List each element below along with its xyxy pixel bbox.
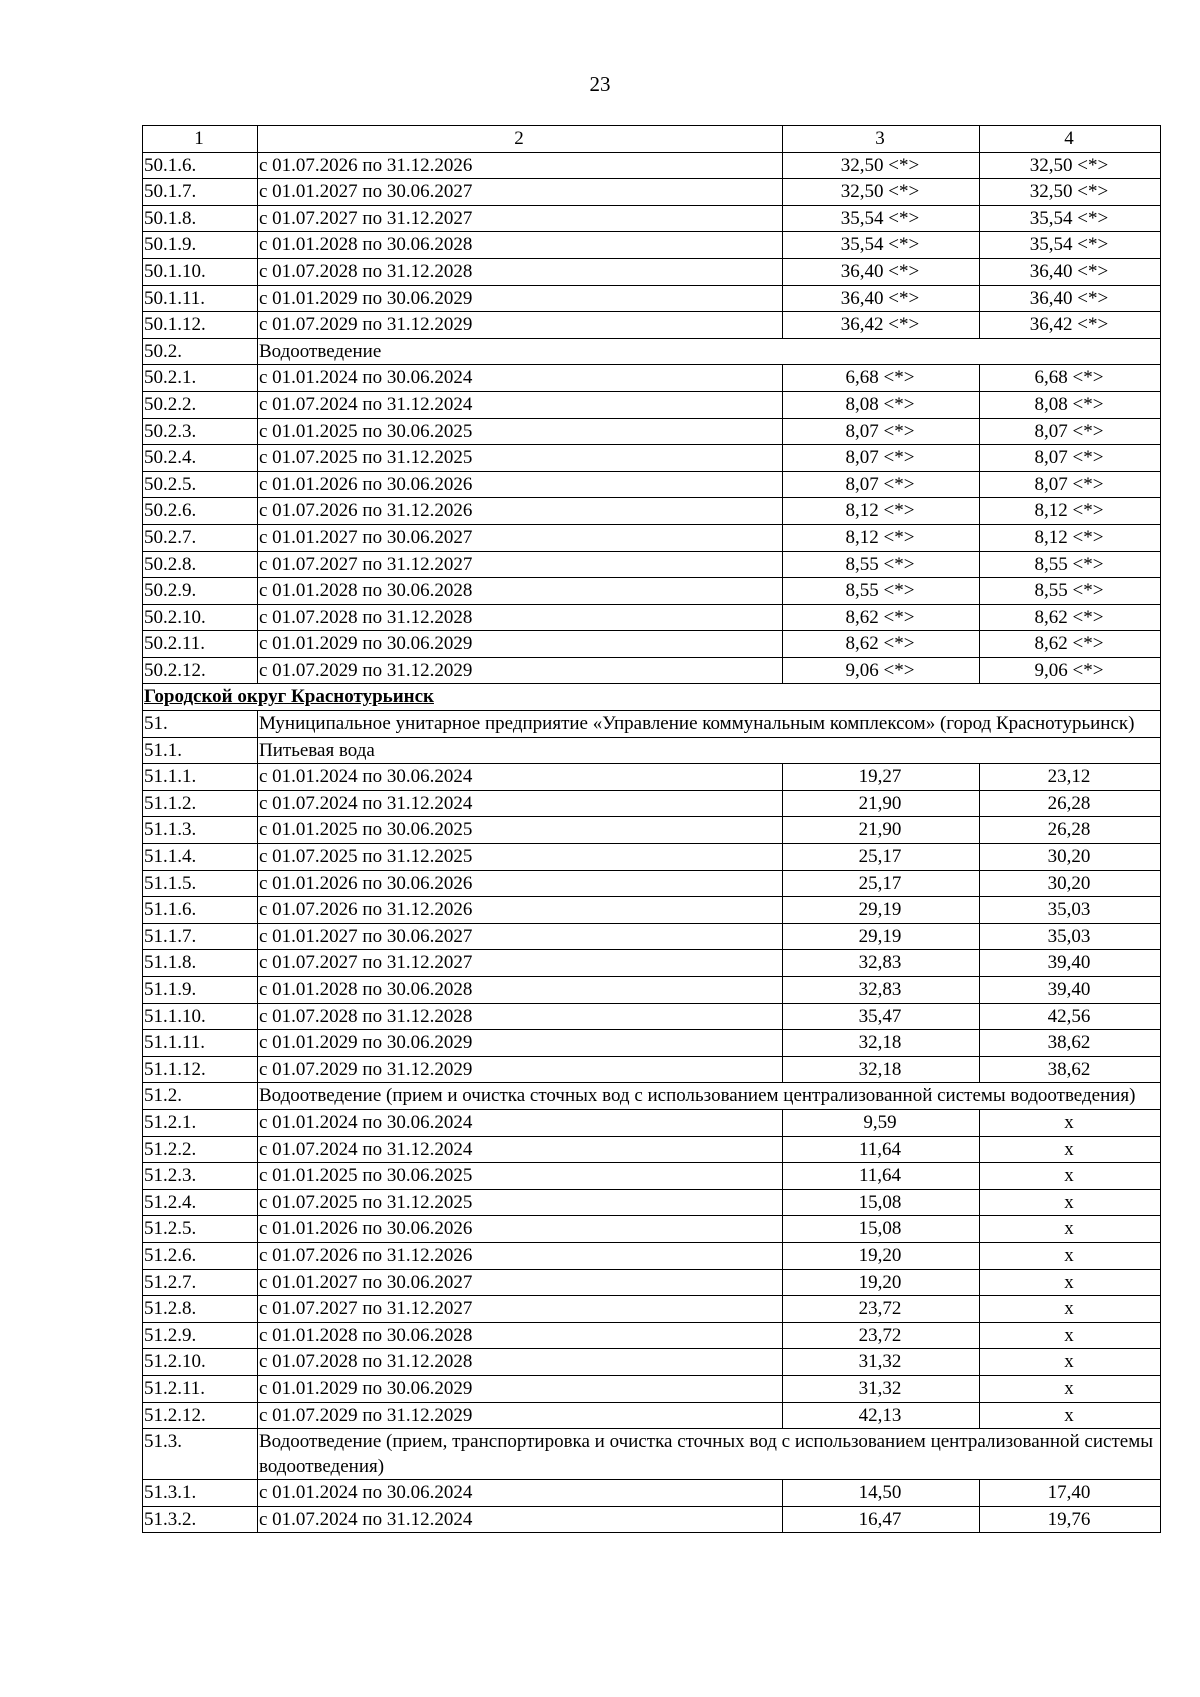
table-body (143, 152, 1161, 1533)
district-heading-row (143, 684, 1161, 711)
tariff-col3: 15,08 (783, 1216, 980, 1243)
tariff-col3: 8,08 <*> (783, 391, 980, 418)
tariff-col4: x (980, 1216, 1161, 1243)
row-number: 51.1.10. (143, 1003, 258, 1030)
tariff-col3: 19,20 (783, 1269, 980, 1296)
row-number: 50.2.12. (143, 657, 258, 684)
table-row (143, 1163, 1161, 1190)
tariff-col3: 23,72 (783, 1296, 980, 1323)
tariff-col3: 25,17 (783, 870, 980, 897)
period-cell: с 01.01.2027 по 30.06.2027 (258, 179, 783, 206)
tariff-col3: 32,83 (783, 950, 980, 977)
row-number: 51.1.2. (143, 790, 258, 817)
table-row (143, 578, 1161, 605)
period-cell: с 01.07.2028 по 31.12.2028 (258, 1349, 783, 1376)
tariff-col4: 35,54 <*> (980, 205, 1161, 232)
table-row (143, 205, 1161, 232)
row-number: 50.2.7. (143, 524, 258, 551)
period-cell: с 01.07.2027 по 31.12.2027 (258, 205, 783, 232)
table-row (143, 365, 1161, 392)
period-cell: с 01.01.2027 по 30.06.2027 (258, 923, 783, 950)
tariff-col4: 36,40 <*> (980, 285, 1161, 312)
row-number: 51.1.1. (143, 764, 258, 791)
period-cell: с 01.01.2027 по 30.06.2027 (258, 524, 783, 551)
table-row (143, 391, 1161, 418)
tariff-col3: 35,54 <*> (783, 232, 980, 259)
tariff-col4: x (980, 1296, 1161, 1323)
period-cell: с 01.01.2025 по 30.06.2025 (258, 418, 783, 445)
row-number: 50.2.4. (143, 445, 258, 472)
tariff-col4: x (980, 1269, 1161, 1296)
column-header-3: 3 (783, 126, 980, 153)
row-number: 51.1.3. (143, 817, 258, 844)
period-cell: с 01.07.2029 по 31.12.2029 (258, 312, 783, 339)
row-number: 51.2.6. (143, 1242, 258, 1269)
table-row (143, 657, 1161, 684)
tariff-col4: 8,07 <*> (980, 418, 1161, 445)
row-number: 50.1.9. (143, 232, 258, 259)
row-number: 51.1.4. (143, 844, 258, 871)
tariff-col4: 36,40 <*> (980, 258, 1161, 285)
tariff-col4: 26,28 (980, 790, 1161, 817)
row-number: 50.2.2. (143, 391, 258, 418)
period-cell: с 01.01.2025 по 30.06.2025 (258, 1163, 783, 1190)
table-row (143, 1189, 1161, 1216)
period-cell: с 01.01.2028 по 30.06.2028 (258, 578, 783, 605)
table-row (143, 179, 1161, 206)
tariff-col4: x (980, 1136, 1161, 1163)
row-number: 51.1.9. (143, 977, 258, 1004)
tariff-col4: 36,42 <*> (980, 312, 1161, 339)
period-cell: с 01.01.2024 по 30.06.2024 (258, 1480, 783, 1507)
period-cell: с 01.07.2028 по 31.12.2028 (258, 1003, 783, 1030)
section-title: Питьевая вода (258, 737, 1161, 764)
table-row (143, 1003, 1161, 1030)
table-row (143, 1136, 1161, 1163)
tariff-col4: 6,68 <*> (980, 365, 1161, 392)
period-cell: с 01.01.2025 по 30.06.2025 (258, 817, 783, 844)
period-cell: с 01.07.2026 по 31.12.2026 (258, 897, 783, 924)
tariff-col4: 8,55 <*> (980, 551, 1161, 578)
row-number: 51. (143, 711, 258, 738)
tariff-col3: 8,12 <*> (783, 498, 980, 525)
section-title: Муниципальное унитарное предприятие «Управление коммунальным комплексом» (город Краснотурьинск) (258, 711, 1161, 738)
section-title: Водоотведение (прием и очистка сточных вод с использованием централизованной системы водоотведения) (258, 1083, 1161, 1110)
table-row (143, 285, 1161, 312)
table-row (143, 1322, 1161, 1349)
row-number: 50.2.9. (143, 578, 258, 605)
tariff-col4: 8,62 <*> (980, 631, 1161, 658)
tariff-col4: 30,20 (980, 844, 1161, 871)
table-row (143, 524, 1161, 551)
table-row (143, 604, 1161, 631)
column-header-4: 4 (980, 126, 1161, 153)
table-row (143, 232, 1161, 259)
section-title: Водоотведение (258, 338, 1161, 365)
section-row (143, 711, 1161, 738)
table-row (143, 418, 1161, 445)
row-number: 51.2.8. (143, 1296, 258, 1323)
tariff-col3: 19,20 (783, 1242, 980, 1269)
row-number: 51.2.9. (143, 1322, 258, 1349)
period-cell: с 01.01.2028 по 30.06.2028 (258, 977, 783, 1004)
tariff-col3: 21,90 (783, 790, 980, 817)
row-number: 50.1.10. (143, 258, 258, 285)
table-row (143, 923, 1161, 950)
table-row (143, 1269, 1161, 1296)
period-cell: с 01.01.2029 по 30.06.2029 (258, 1375, 783, 1402)
tariff-col4: 9,06 <*> (980, 657, 1161, 684)
row-number: 50.1.12. (143, 312, 258, 339)
tariff-col4: 8,07 <*> (980, 471, 1161, 498)
tariff-col3: 29,19 (783, 923, 980, 950)
tariff-col4: x (980, 1109, 1161, 1136)
tariff-col4: 42,56 (980, 1003, 1161, 1030)
tariff-col3: 9,06 <*> (783, 657, 980, 684)
tariff-col3: 32,18 (783, 1056, 980, 1083)
tariff-col4: 38,62 (980, 1030, 1161, 1057)
table-row (143, 1056, 1161, 1083)
period-cell: с 01.01.2024 по 30.06.2024 (258, 1109, 783, 1136)
table-row (143, 1242, 1161, 1269)
section-row (143, 1083, 1161, 1110)
table-row (143, 1216, 1161, 1243)
tariff-col3: 32,50 <*> (783, 152, 980, 179)
period-cell: с 01.01.2026 по 30.06.2026 (258, 1216, 783, 1243)
period-cell: с 01.07.2024 по 31.12.2024 (258, 1136, 783, 1163)
period-cell: с 01.01.2029 по 30.06.2029 (258, 631, 783, 658)
row-number: 50.1.8. (143, 205, 258, 232)
tariff-col4: 8,12 <*> (980, 524, 1161, 551)
tariff-col3: 14,50 (783, 1480, 980, 1507)
tariff-col3: 35,54 <*> (783, 205, 980, 232)
row-number: 51.1.5. (143, 870, 258, 897)
row-number: 51.2.11. (143, 1375, 258, 1402)
tariff-col4: x (980, 1375, 1161, 1402)
tariff-col3: 15,08 (783, 1189, 980, 1216)
tariff-col4: x (980, 1242, 1161, 1269)
table-row (143, 844, 1161, 871)
row-number: 50.1.11. (143, 285, 258, 312)
section-row (143, 737, 1161, 764)
section-title: Водоотведение (прием, транспортировка и очистка сточных вод с использованием централизованной системы водоотведения) (258, 1429, 1161, 1480)
row-number: 51.3.1. (143, 1480, 258, 1507)
table-row (143, 551, 1161, 578)
table-row (143, 152, 1161, 179)
period-cell: с 01.07.2028 по 31.12.2028 (258, 604, 783, 631)
table-row (143, 764, 1161, 791)
period-cell: с 01.07.2025 по 31.12.2025 (258, 1189, 783, 1216)
period-cell: с 01.07.2024 по 31.12.2024 (258, 391, 783, 418)
period-cell: с 01.07.2027 по 31.12.2027 (258, 551, 783, 578)
row-number: 50.2.3. (143, 418, 258, 445)
period-cell: с 01.07.2029 по 31.12.2029 (258, 1056, 783, 1083)
tariff-col3: 31,32 (783, 1349, 980, 1376)
tariff-col3: 16,47 (783, 1506, 980, 1533)
tariff-col3: 8,07 <*> (783, 418, 980, 445)
row-number: 51.2.7. (143, 1269, 258, 1296)
tariff-col4: 8,12 <*> (980, 498, 1161, 525)
row-number: 51.2.2. (143, 1136, 258, 1163)
row-number: 51.1.12. (143, 1056, 258, 1083)
period-cell: с 01.01.2026 по 30.06.2026 (258, 471, 783, 498)
period-cell: с 01.07.2024 по 31.12.2024 (258, 790, 783, 817)
period-cell: с 01.07.2025 по 31.12.2025 (258, 844, 783, 871)
tariff-col3: 11,64 (783, 1136, 980, 1163)
table-row (143, 445, 1161, 472)
row-number: 50.1.7. (143, 179, 258, 206)
row-number: 51.1.6. (143, 897, 258, 924)
table-row (143, 1030, 1161, 1057)
table-header-row (143, 126, 1161, 153)
tariff-col3: 21,90 (783, 817, 980, 844)
tariff-col4: 8,62 <*> (980, 604, 1161, 631)
row-number: 51.2.12. (143, 1402, 258, 1429)
tariff-col4: 17,40 (980, 1480, 1161, 1507)
row-number: 51.1.8. (143, 950, 258, 977)
tariff-col4: 8,55 <*> (980, 578, 1161, 605)
tariff-col3: 8,55 <*> (783, 578, 980, 605)
section-row (143, 1429, 1161, 1480)
period-cell: с 01.01.2028 по 30.06.2028 (258, 1322, 783, 1349)
tariff-col3: 23,72 (783, 1322, 980, 1349)
period-cell: с 01.07.2026 по 31.12.2026 (258, 1242, 783, 1269)
period-cell: с 01.01.2029 по 30.06.2029 (258, 1030, 783, 1057)
row-number: 51.3. (143, 1429, 258, 1480)
row-number: 51.2.3. (143, 1163, 258, 1190)
column-header-1: 1 (143, 126, 258, 153)
row-number: 51.2.1. (143, 1109, 258, 1136)
tariff-col4: 35,03 (980, 923, 1161, 950)
tariff-col4: 39,40 (980, 950, 1161, 977)
row-number: 50.2.6. (143, 498, 258, 525)
tariff-col3: 19,27 (783, 764, 980, 791)
row-number: 51.1. (143, 737, 258, 764)
tariff-col3: 8,62 <*> (783, 604, 980, 631)
table-row (143, 1480, 1161, 1507)
table-row (143, 950, 1161, 977)
tariff-col4: x (980, 1163, 1161, 1190)
row-number: 50.2.1. (143, 365, 258, 392)
tariff-col4: 35,03 (980, 897, 1161, 924)
page-number: 23 (589, 72, 611, 96)
tariff-col3: 29,19 (783, 897, 980, 924)
period-cell: с 01.01.2026 по 30.06.2026 (258, 870, 783, 897)
table-row (143, 1109, 1161, 1136)
tariff-col3: 32,18 (783, 1030, 980, 1057)
period-cell: с 01.07.2025 по 31.12.2025 (258, 445, 783, 472)
period-cell: с 01.07.2027 по 31.12.2027 (258, 1296, 783, 1323)
tariff-col4: 32,50 <*> (980, 152, 1161, 179)
row-number: 50.2.8. (143, 551, 258, 578)
period-cell: с 01.07.2026 по 31.12.2026 (258, 152, 783, 179)
table-row (143, 897, 1161, 924)
row-number: 50.2.10. (143, 604, 258, 631)
period-cell: с 01.07.2029 по 31.12.2029 (258, 1402, 783, 1429)
tariff-col4: 8,08 <*> (980, 391, 1161, 418)
tariff-col3: 9,59 (783, 1109, 980, 1136)
tariff-table (142, 125, 1161, 1533)
table-row (143, 312, 1161, 339)
tariff-col3: 8,62 <*> (783, 631, 980, 658)
row-number: 51.2.4. (143, 1189, 258, 1216)
table-row (143, 1506, 1161, 1533)
row-number: 50.2. (143, 338, 258, 365)
tariff-col4: x (980, 1322, 1161, 1349)
tariff-col4: 23,12 (980, 764, 1161, 791)
tariff-col4: 35,54 <*> (980, 232, 1161, 259)
table-row (143, 790, 1161, 817)
tariff-col3: 32,83 (783, 977, 980, 1004)
table-row (143, 870, 1161, 897)
district-heading: Городской округ Краснотурьинск (143, 684, 1161, 711)
period-cell: с 01.01.2027 по 30.06.2027 (258, 1269, 783, 1296)
table-row (143, 1375, 1161, 1402)
tariff-col4: 19,76 (980, 1506, 1161, 1533)
tariff-col3: 36,40 <*> (783, 285, 980, 312)
row-number: 50.2.11. (143, 631, 258, 658)
table-row (143, 1402, 1161, 1429)
tariff-col3: 35,47 (783, 1003, 980, 1030)
table-row (143, 471, 1161, 498)
row-number: 50.1.6. (143, 152, 258, 179)
table-row (143, 817, 1161, 844)
row-number: 51.2.10. (143, 1349, 258, 1376)
row-number: 51.2. (143, 1083, 258, 1110)
tariff-col3: 36,42 <*> (783, 312, 980, 339)
tariff-col3: 42,13 (783, 1402, 980, 1429)
tariff-col3: 25,17 (783, 844, 980, 871)
table-row (143, 1296, 1161, 1323)
tariff-col4: 30,20 (980, 870, 1161, 897)
tariff-col4: 26,28 (980, 817, 1161, 844)
period-cell: с 01.01.2029 по 30.06.2029 (258, 285, 783, 312)
tariff-col3: 36,40 <*> (783, 258, 980, 285)
tariff-col4: x (980, 1402, 1161, 1429)
tariff-col3: 6,68 <*> (783, 365, 980, 392)
column-header-2: 2 (258, 126, 783, 153)
tariff-col3: 31,32 (783, 1375, 980, 1402)
period-cell: с 01.07.2024 по 31.12.2024 (258, 1506, 783, 1533)
period-cell: с 01.01.2028 по 30.06.2028 (258, 232, 783, 259)
table-row (143, 258, 1161, 285)
section-row (143, 338, 1161, 365)
period-cell: с 01.07.2028 по 31.12.2028 (258, 258, 783, 285)
tariff-col4: 32,50 <*> (980, 179, 1161, 206)
row-number: 51.2.5. (143, 1216, 258, 1243)
tariff-col4: x (980, 1189, 1161, 1216)
tariff-col4: 8,07 <*> (980, 445, 1161, 472)
table-row (143, 1349, 1161, 1376)
tariff-col3: 32,50 <*> (783, 179, 980, 206)
row-number: 51.1.11. (143, 1030, 258, 1057)
period-cell: с 01.07.2026 по 31.12.2026 (258, 498, 783, 525)
period-cell: с 01.07.2027 по 31.12.2027 (258, 950, 783, 977)
tariff-col4: x (980, 1349, 1161, 1376)
row-number: 50.2.5. (143, 471, 258, 498)
table-row (143, 498, 1161, 525)
tariff-col3: 8,12 <*> (783, 524, 980, 551)
period-cell: с 01.01.2024 по 30.06.2024 (258, 365, 783, 392)
period-cell: с 01.01.2024 по 30.06.2024 (258, 764, 783, 791)
tariff-col4: 39,40 (980, 977, 1161, 1004)
tariff-col4: 38,62 (980, 1056, 1161, 1083)
row-number: 51.3.2. (143, 1506, 258, 1533)
tariff-col3: 8,07 <*> (783, 471, 980, 498)
period-cell: с 01.07.2029 по 31.12.2029 (258, 657, 783, 684)
table-row (143, 631, 1161, 658)
row-number: 51.1.7. (143, 923, 258, 950)
tariff-col3: 11,64 (783, 1163, 980, 1190)
tariff-col3: 8,55 <*> (783, 551, 980, 578)
table-row (143, 977, 1161, 1004)
tariff-col3: 8,07 <*> (783, 445, 980, 472)
